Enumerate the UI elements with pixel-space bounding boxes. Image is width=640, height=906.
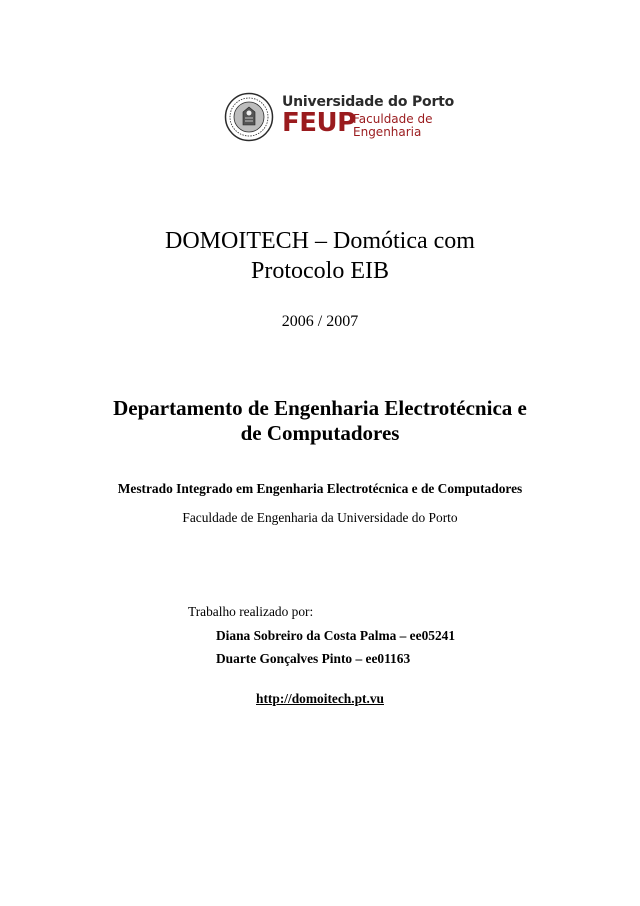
department-line2: de Computadores — [240, 421, 400, 445]
work-by-label: Trabalho realizado por: — [188, 604, 314, 619]
author-2: Duarte Gonçalves Pinto – ee01163 — [216, 651, 411, 666]
faculty-full-name: Faculdade de Engenharia da Universidade do Porto — [182, 510, 458, 525]
university-name: Universidade do Porto — [282, 94, 455, 110]
department-name — [0, 396, 640, 446]
faculty-name — [353, 113, 432, 139]
project-url-link[interactable]: http://domoitech.pt.vu — [256, 691, 384, 706]
academic-year: 2006 / 2007 — [281, 313, 359, 330]
title-line2: Protocolo EIB — [251, 258, 389, 284]
faculty-name-line2: Engenharia — [353, 125, 422, 139]
title-line1: DOMOITECH – Domótica com — [165, 228, 475, 254]
programme-name: Mestrado Integrado em Engenharia Electrotécnica e de Computadores — [117, 481, 523, 496]
university-seal-icon — [224, 92, 274, 142]
university-logo — [224, 92, 455, 148]
document-title — [0, 226, 640, 286]
faculty-acronym: FEUP — [282, 108, 356, 138]
author-1: Diana Sobreiro da Costa Palma – ee05241 — [216, 628, 456, 643]
department-line1: Departamento de Engenharia Electrotécnica e — [113, 396, 527, 420]
faculty-name-line1: Faculdade de — [353, 112, 433, 126]
